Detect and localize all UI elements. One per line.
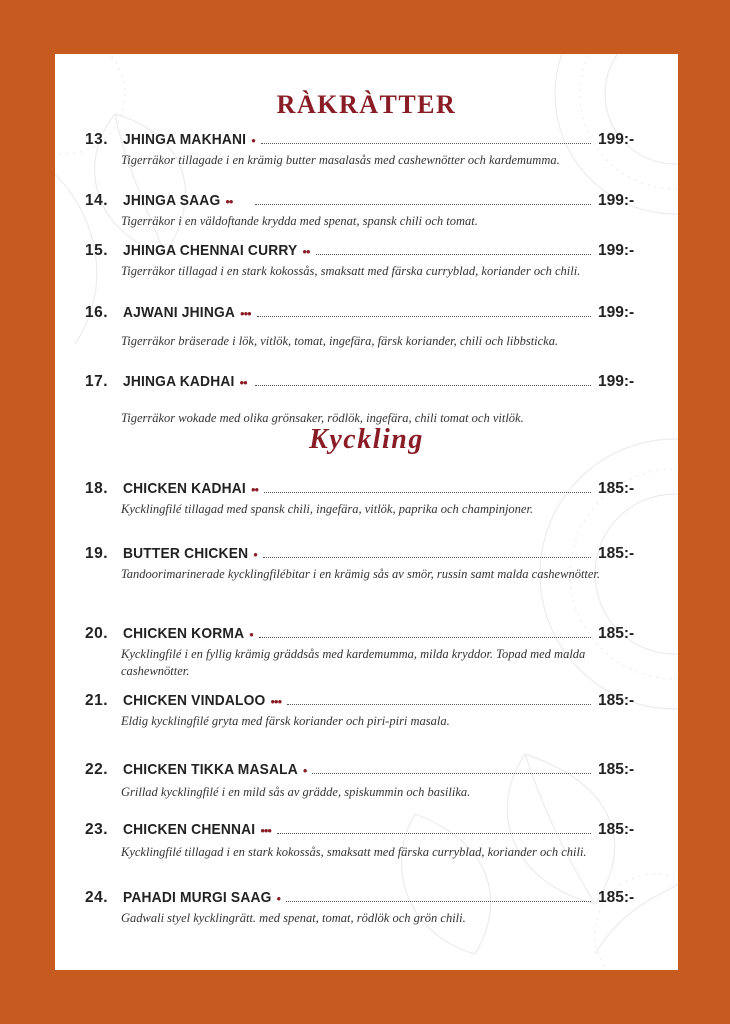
chili-dot-icon: •••	[270, 694, 282, 709]
item-name: JHINGA KADHAI	[123, 373, 235, 390]
menu-item	[55, 820, 678, 859]
dotted-leader	[257, 316, 591, 317]
item-name: CHICKEN TIKKA MASALA	[123, 761, 298, 778]
item-price: 185:-	[598, 821, 635, 838]
item-description: Tigerräkor bräserade i lök, vitlök, tomat, ingefära, färsk koriander, chili och libbsticka.	[121, 334, 559, 348]
dotted-leader	[287, 704, 591, 705]
menu-item-header	[55, 191, 678, 211]
dotted-leader	[263, 557, 591, 558]
menu-page	[55, 54, 678, 970]
menu-item-header	[55, 760, 678, 780]
item-price: 199:-	[598, 242, 635, 259]
item-number: 21.	[85, 692, 109, 709]
item-name: JHINGA MAKHANI	[123, 131, 247, 148]
chili-dot-icon: •	[249, 627, 253, 642]
chili-dot-icon: •••	[240, 306, 251, 321]
item-description: Tigerräkor tillagad i en stark kokossås, smaksatt med färska curryblad, koriander och chili.	[121, 264, 581, 278]
item-number: 17.	[85, 373, 109, 390]
dotted-leader	[255, 385, 591, 386]
menu-item-header	[55, 303, 678, 323]
item-number: 23.	[85, 821, 109, 838]
item-number: 18.	[85, 480, 109, 497]
menu-item	[55, 241, 678, 278]
item-description: Kycklingfilé tillagad i en stark kokossås, smaksatt med färska curryblad, koriander och chili.	[121, 845, 587, 859]
item-number: 22.	[85, 761, 109, 778]
item-name: CHICKEN KADHAI	[123, 480, 246, 497]
menu-item	[55, 372, 678, 425]
item-price: 199:-	[598, 131, 635, 148]
item-price: 185:-	[598, 692, 635, 709]
menu-item	[55, 624, 678, 678]
item-price: 185:-	[598, 480, 635, 497]
item-price: 185:-	[598, 625, 635, 642]
item-number: 24.	[85, 889, 109, 906]
dotted-leader	[264, 492, 591, 493]
item-description: Eldig kycklingfilé gryta med färsk koriander och piri-piri masala.	[121, 714, 450, 728]
item-number: 20.	[85, 625, 109, 642]
item-description: Tigerräkor i en väldoftande krydda med spenat, spansk chili och tomat.	[121, 214, 478, 228]
item-price: 185:-	[598, 889, 635, 906]
item-name: JHINGA SAAG	[123, 192, 221, 209]
item-number: 13.	[85, 131, 109, 148]
menu-item	[55, 544, 678, 581]
item-name: PAHADI MURGI SAAG	[123, 889, 272, 906]
menu-item-header	[55, 624, 678, 644]
chili-dot-icon: ••	[302, 244, 310, 259]
chili-dot-icon: •	[302, 763, 307, 778]
item-description: Tigerräkor tillagade i en krämig butter masalasås med cashewnötter och kardemumma.	[121, 153, 560, 167]
dotted-leader	[312, 773, 591, 774]
menu-item-header	[55, 372, 678, 392]
dotted-leader	[316, 254, 591, 255]
dotted-leader	[277, 833, 591, 834]
item-number: 14.	[85, 192, 109, 209]
menu-item	[55, 691, 678, 728]
item-price: 185:-	[598, 761, 635, 778]
item-name: CHICKEN CHENNAI	[123, 821, 256, 838]
item-description: Kycklingfilé i en fyllig krämig gräddsås med kardemumma, milda kryddor. Topad med malda cashewnötter.	[121, 647, 586, 678]
item-number: 16.	[85, 304, 109, 321]
section-title-kyckling: Kyckling	[309, 424, 424, 455]
item-number: 19.	[85, 545, 109, 562]
item-description: Gadwali styel kycklingrätt. med spenat, tomat, rödlök och grön chili.	[121, 911, 466, 925]
menu-item-header	[55, 130, 678, 150]
item-name: JHINGA CHENNAI CURRY	[123, 242, 298, 259]
item-price: 185:-	[598, 545, 635, 562]
menu-item-header	[55, 479, 678, 499]
chili-dot-icon: •	[253, 547, 257, 562]
chili-dot-icon: ••	[250, 482, 259, 497]
item-number: 15.	[85, 242, 109, 259]
item-name: CHICKEN VINDALOO	[123, 692, 266, 709]
item-description: Tigerräkor wokade med olika grönsaker, rödlök, ingefära, chili tomat och vitlök.	[121, 411, 524, 425]
menu-item	[55, 888, 678, 925]
dotted-leader	[286, 901, 591, 902]
dotted-leader	[259, 637, 591, 638]
item-name: AJWANI JHINGA	[123, 304, 236, 321]
menu-item	[55, 479, 678, 516]
menu-item-header	[55, 888, 678, 908]
chili-dot-icon: •	[276, 891, 281, 906]
item-description: Grillad kycklingfilé i en mild sås av grädde, spiskummin och basilika.	[121, 785, 471, 799]
dotted-leader	[261, 143, 591, 144]
menu-item	[55, 760, 678, 799]
item-name: BUTTER CHICKEN	[123, 545, 249, 562]
menu-item-header	[55, 241, 678, 261]
menu-item	[55, 191, 678, 228]
item-price: 199:-	[598, 304, 635, 321]
menu-item-header	[55, 544, 678, 564]
chili-dot-icon: •	[251, 133, 255, 148]
chili-dot-icon: ••	[239, 375, 247, 390]
menu-item	[55, 303, 678, 348]
dotted-leader	[255, 204, 591, 205]
menu-item	[55, 130, 678, 167]
menu-item-header	[55, 820, 678, 840]
chili-dot-icon: ••	[225, 194, 233, 209]
item-description: Tandoorimarinerade kycklingfilébitar i en krämig sås av smör, russin samt malda cashewnötter.	[121, 567, 601, 581]
chili-dot-icon: •••	[260, 823, 271, 838]
item-price: 199:-	[598, 192, 635, 209]
menu-item-header	[55, 691, 678, 711]
item-price: 199:-	[598, 373, 635, 390]
item-name: CHICKEN KORMA	[123, 625, 245, 642]
section-title-rakratter: RÀKRÀTTER	[276, 90, 457, 119]
item-description: Kycklingfilé tillagad med spansk chili, ingefära, vitlök, paprika och champinjoner.	[121, 502, 534, 516]
